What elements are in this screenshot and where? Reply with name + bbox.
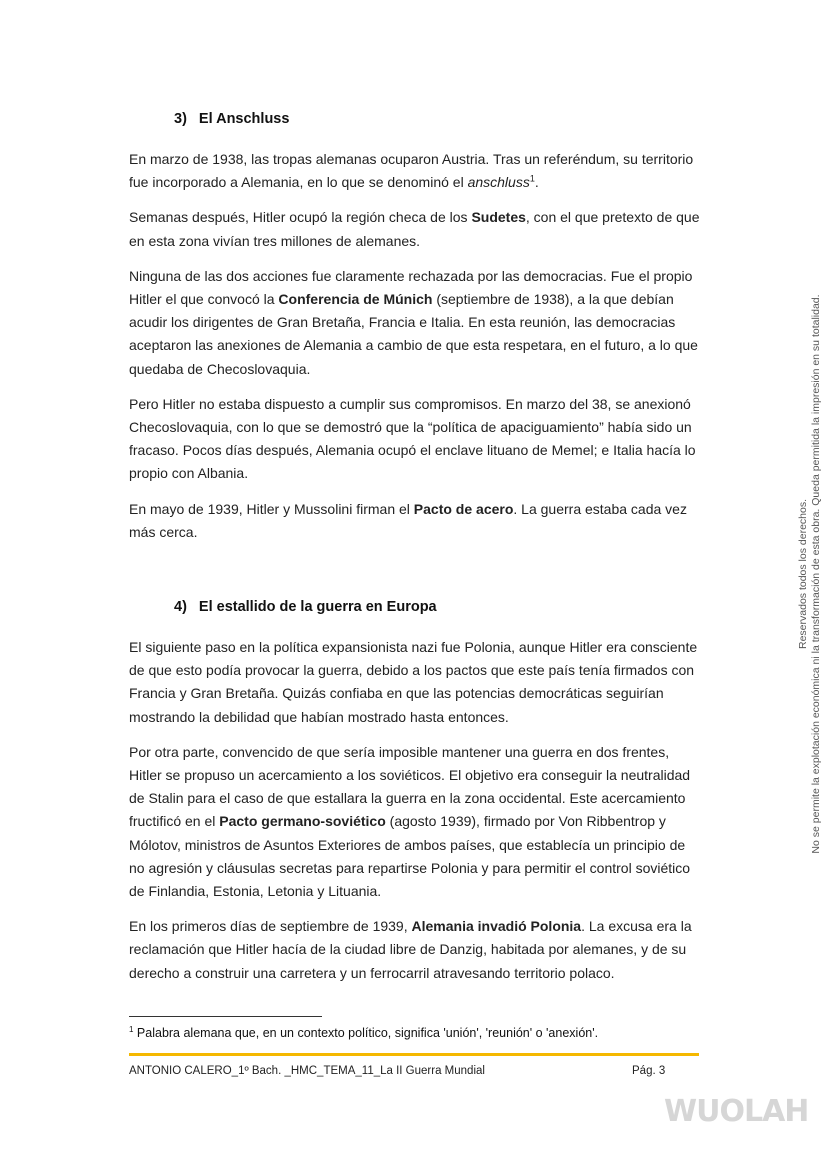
paragraph [129,915,701,985]
footnote [129,1024,709,1042]
text-run: En los primeros días de septiembre de 1939, [129,918,412,935]
text-run: En marzo de 1938, las tropas alemanas ocuparon Austria. Tras un referéndum, su territorio fue incorporado a Alemania, en lo que se denominó el [129,151,694,191]
bold-text: Alemania invadió Polonia [411,918,582,935]
text-run: Por otra parte, convencido de que sería imposible mantener una guerra en dos frentes, Hitler se propuso un acercamiento a los soviéticos. El objetivo era conseguir la neutralidad de Stalin para el caso de que estallara la guerra en la zona occidental. Este acercamiento fructificó en el [129,743,691,830]
paragraph [129,636,701,729]
bold-text: Conferencia de Múnich [278,291,433,308]
footnote-text: Palabra alemana que, en un contexto político, significa 'unión', 'reunión' o 'anexión'. [133,1026,599,1040]
bold-text: Pacto de acero [413,500,514,517]
paragraph [129,148,701,194]
bold-text: Pacto germano-soviético [219,813,386,830]
italic-text: anschluss [467,174,530,191]
rights-notice-line-1: Reservados todos los derechos. [797,499,809,649]
text-run: (septiembre de 1938), a la que debían acudir los dirigentes de Gran Bretaña, Francia e Italia. En esta reunión, las democracias aceptaron las anexiones de Alemania a cambio de que esta respetara, en el futuro, a lo que quedaba de Checoslovaquia. [129,291,698,377]
section-title: El Anschluss [198,111,290,127]
footnote-reference: 1 [529,173,535,184]
text-run: Pero Hitler no estaba dispuesto a cumplir sus compromisos. En marzo del 38, se anexionó Checoslovaquia, con lo que se demostró que la “política de apaciguamiento” había sido un fracaso. Pocos días después, Alemania ocupó el enclave lituano de Memel; e Italia hacía lo propio con Albania. [129,395,696,482]
text-run: . [534,174,539,191]
text-run: En mayo de 1939, Hitler y Mussolini firman el [129,500,414,517]
paragraph [129,265,701,381]
text-run: (agosto 1939), firmado por Von Ribbentrop y Mólotov, ministros de Asuntos Exteriores de ambos países, que establecía un principio de no agresión y cláusulas secretas para repartirse Polonia y para permitir el control soviético de Finlandia, Estonia, Letonia y Lituania. [129,813,691,900]
wuolah-logo: WUOLAH [664,1094,809,1129]
text-run: . La guerra estaba cada vez más cerca. [129,500,687,540]
document-body [129,108,701,997]
paragraph [129,498,701,544]
text-run: , con el que pretexto de que en esta zona vivían tres millones de alemanes. [129,209,700,249]
text-run: . La excusa era la reclamación que Hitler hacía de la ciudad libre de Danzig, habitada por alemanes, y de su derecho a construir una carretera y un ferrocarril atravesando territorio polaco. [129,918,692,981]
footer-divider [129,1053,699,1056]
section-spacer [129,556,701,596]
text-run: El siguiente paso en la política expansionista nazi fue Polonia, aunque Hitler era consciente de que esto podía provocar la guerra, debido a los pactos que este país tenía firmados con Francia y Gran Bretaña. Quizás confiaba en que las potencias democráticas seguirían mostrando la debilidad que habían mostrado hasta entonces. [129,639,698,725]
footnote-separator [129,1016,322,1017]
rights-notice-line-2: No se permite la explotación económica ni la transformación de esta obra. Queda permitida la impresión en su totalidad. [810,294,822,854]
rights-notice-sidebar [788,286,828,862]
paragraph [129,741,701,903]
section-heading [129,108,701,130]
paragraph [129,206,701,252]
text-run: Semanas después, Hitler ocupó la región checa de los [129,209,472,226]
footnote-marker: 1 [129,1024,134,1034]
section-number: 3) [174,111,187,127]
section-title: El estallido de la guerra en Europa [198,599,437,616]
footer-document-title: ANTONIO CALERO_1º Bach. _HMC_TEMA_11_La II Guerra Mundial [129,1065,485,1077]
text-run: Ninguna de las dos acciones fue claramente rechazada por las democracias. Fue el propio Hitler el que convocó la [129,267,693,308]
section-heading [129,596,701,618]
bold-text: Sudetes [471,209,526,226]
page-number: Pág. 3 [632,1065,666,1077]
paragraph [129,393,701,486]
section-number: 4) [174,599,187,616]
